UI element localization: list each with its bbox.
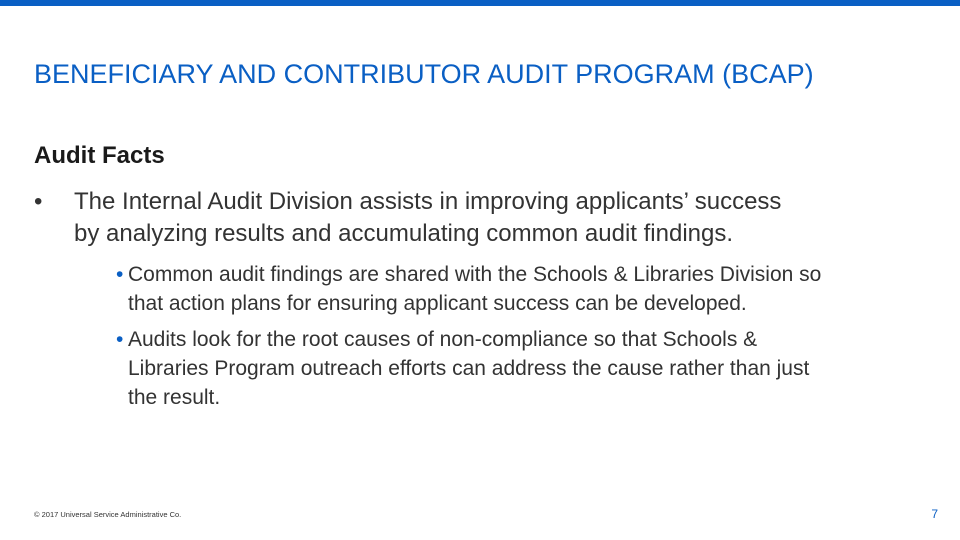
sub-bullet-marker: •: [116, 263, 124, 286]
footer-copyright: © 2017 Universal Service Administrative Co.: [34, 510, 182, 519]
sub-bullet-item: [116, 260, 838, 318]
slide-title: BENEFICIARY AND CONTRIBUTOR AUDIT PROGRAM (BCAP): [34, 59, 814, 89]
slide-subtitle: Audit Facts: [34, 142, 165, 169]
sub-bullet-list: [116, 260, 822, 412]
sub-bullet-marker: •: [116, 328, 124, 351]
bullet-list: [34, 186, 934, 419]
sub-bullet-item: [116, 325, 838, 412]
sub-bullet-text: Audits look for the root causes of non-compliance so that Schools & Libraries Program outreach efforts can address the cause rather than just the result.: [128, 328, 810, 409]
bullet-marker: •: [34, 188, 43, 215]
sub-bullet-text: Common audit findings are shared with the Schools & Libraries Division so that action plans for ensuring applicant success can be developed.: [128, 263, 822, 315]
bullet-item: [34, 186, 822, 412]
top-accent-bar: [0, 0, 960, 6]
page-number: 7: [931, 507, 938, 521]
bullet-text: The Internal Audit Division assists in improving applicants’ success by analyzing results and accumulating common audit findings.: [74, 188, 782, 247]
